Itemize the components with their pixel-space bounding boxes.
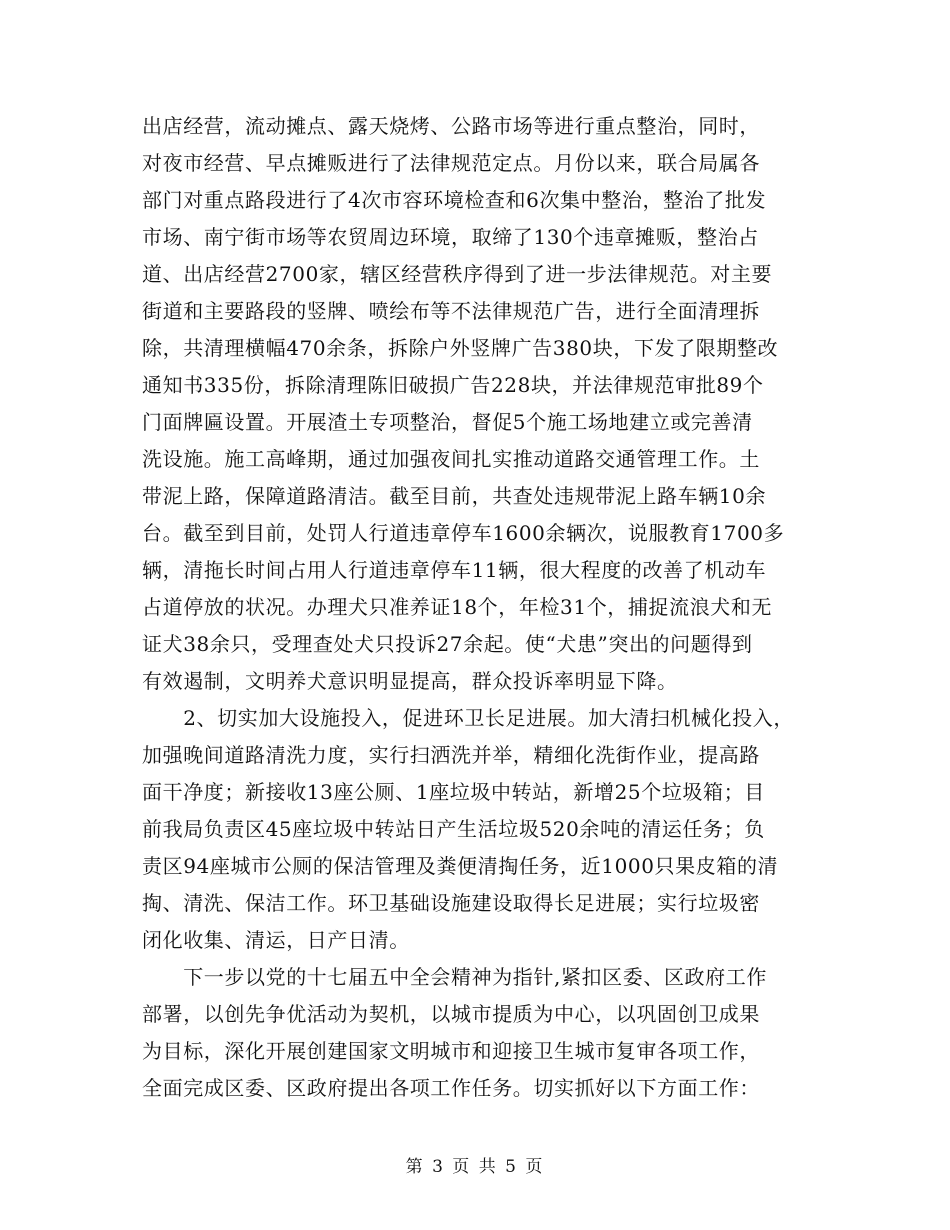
body-text-line: 部门对重点路段进行了4次市容环境检查和6次集中整治，整治了批发: [142, 188, 767, 212]
body-text-line: 部署，以创先争优活动为契机，以城市提质为中心，以巩固创卫成果: [142, 1002, 760, 1026]
body-text-line: 前我局负责区45座垃圾中转站日产生活垃圾520余吨的清运任务；负: [142, 817, 765, 841]
page-number-footer: 第 3 页 共 5 页: [405, 1157, 545, 1177]
body-text-line: 出店经营，流动摊点、露天烧烤、公路市场等进行重点整治，同时，: [142, 114, 760, 138]
body-text-line: 责区94座城市公厕的保洁管理及粪便清掏任务，近1000只果皮箱的清: [142, 854, 779, 878]
body-text-line: 道、出店经营2700家，辖区经营秩序得到了进一步法律规范。对主要: [142, 262, 773, 286]
body-text-line: 辆，清拖长时间占用人行道违章停车11辆，很大程度的改善了机动车: [142, 558, 767, 582]
body-text-line: 加强晚间道路清洗力度，实行扫洒洗并举，精细化洗街作业，提高路: [142, 743, 760, 767]
body-text-line: 门面牌匾设置。开展渣土专项整治，督促5个施工场地建立或完善清: [142, 410, 753, 434]
body-text-line: 2、切实加大设施投入，促进环卫长足进展。加大清扫机械化投入，: [142, 706, 794, 730]
body-text-line: 为目标，深化开展创建国家文明城市和迎接卫生城市复审各项工作，: [142, 1039, 760, 1063]
body-text-line: 有效遏制，文明养犬意识明显提高，群众投诉率明显下降。: [142, 669, 678, 693]
body-text-line: 台。截至到目前，处罚人行道违章停车1600余辆次，说服教育1700多: [142, 521, 785, 545]
body-text-line: 对夜市经营、早点摊贩进行了法律规范定点。月份以来，联合局属各: [142, 151, 760, 175]
body-text-line: 市场、南宁街市场等农贸周边环境，取缔了130个违章摊贩，整治占: [142, 225, 759, 249]
body-text-line: 全面完成区委、区政府提出各项工作任务。切实抓好以下方面工作：: [142, 1076, 760, 1100]
body-text-line: 洗设施。施工高峰期，通过加强夜间扎实推动道路交通管理工作。土: [142, 447, 760, 471]
body-text-line: 下一步以党的十七届五中全会精神为指针,紧扣区委、区政府工作: [142, 965, 767, 989]
body-text-line: 带泥上路，保障道路清洁。截至目前，共查处违规带泥上路车辆10余: [142, 484, 767, 508]
body-text-line: 面干净度；新接收13座公厕、1座垃圾中转站，新增25个垃圾箱；目: [142, 780, 765, 804]
body-text-line: 掏、清洗、保洁工作。环卫基础设施建设取得长足进展；实行垃圾密: [142, 891, 760, 915]
body-text-line: 占道停放的状况。办理犬只准养证18个，年检31个，捕捉流浪犬和无: [142, 595, 773, 619]
body-text-line: 通知书335份，拆除清理陈旧破损广告228块，并法律规范审批89个: [142, 373, 764, 397]
body-text-line: 街道和主要路段的竖牌、喷绘布等不法律规范广告，进行全面清理拆: [142, 299, 760, 323]
body-text-line: 除，共清理横幅470余条，拆除户外竖牌广告380块，下发了限期整改: [142, 336, 779, 360]
body-text-line: 闭化收集、清运，日产日清。: [142, 928, 410, 952]
body-text-line: 证犬38余只，受理查处犬只投诉27余起。使“犬患”突出的问题得到: [142, 632, 753, 656]
